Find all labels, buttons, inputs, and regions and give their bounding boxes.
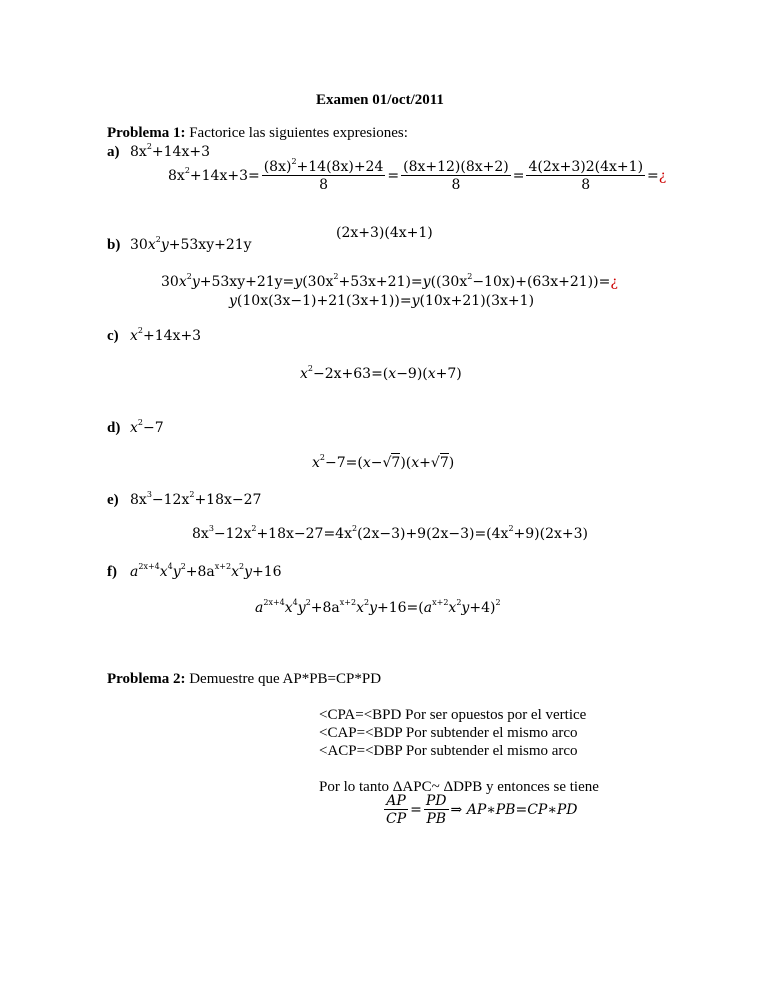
item-b-expression: $30x^2y+53xy+21y$ <box>130 235 252 253</box>
conclusion-text: Por lo tanto ΔAPC~ ΔDPB y entonces se tiene <box>319 779 599 795</box>
item-a-result: (2x+3)(4x+1) <box>336 225 433 241</box>
item-f-line: $a^{2x+4}x^4y^2+8a^{x+2}x^2y+16=(a^{x+2}x^2y+4)^2$ <box>255 598 501 616</box>
item-e: e) <box>107 492 119 508</box>
item-b-line-2: y(10x(3x−1)+21(3x+1))=y(10x+21)(3x+1) <box>229 293 535 309</box>
item-a-expression: $8x^2+14x+3$ <box>130 142 210 160</box>
item-a: a) <box>107 144 120 160</box>
item-a-continuation-mark: ¿ <box>658 168 667 184</box>
reason-3: <ACP=<DBP Por subtender el mismo arco <box>319 743 578 759</box>
fraction-pd-pb: $\frac{PD}{PB}$ <box>425 793 447 827</box>
item-a-fraction-1: $\frac{(8x)^2+14(8x)+24}{8}$ <box>263 157 384 193</box>
item-e-expression: $8x^3-12x^2+18x-27$ <box>130 490 262 508</box>
fraction-ap-cp: $\frac{AP}{CP}$ <box>386 793 407 827</box>
item-f-expression: $a^{2x+4}x^4y^2+8a^{x+2}x^2y+16$ <box>130 562 282 580</box>
problem-2-statement: Demuestre que AP*PB=CP*PD <box>185 671 382 687</box>
item-d-expression: $x^2-7$ <box>130 418 164 436</box>
item-b: b) <box>107 237 121 253</box>
item-a-fraction-2: $\frac{(8x+12)(8x+2)}{8}$ <box>403 159 509 193</box>
reason-1: <CPA=<BPD Por ser opuestos por el vertice <box>319 707 587 723</box>
proportion-equation: $\frac{AP}{CP}$ = $\frac{PD}{PB}$ ⇒ AP∗PB=CP∗PD <box>386 793 578 827</box>
item-c-expression: $x^2+14x+3$ <box>130 326 202 344</box>
product-result: ⇒ AP∗PB=CP∗PD <box>450 802 578 818</box>
problem-1-heading: Problema 1: Factorice las siguientes expresiones: <box>107 125 408 141</box>
problem-2-heading: Problema 2: Demuestre que AP*PB=CP*PD <box>107 671 382 687</box>
item-f: f) <box>107 564 117 580</box>
item-d: d) <box>107 420 121 436</box>
page-title: Examen 01/oct/2011 <box>316 92 444 108</box>
item-c: c) <box>107 328 119 344</box>
reason-2: <CAP=<BDP Por subtender el mismo arco <box>319 725 578 741</box>
item-a-derivation: $8x^2+14x+3=$ $\frac{(8x)^2+14(8x)+24}{8}$ = $\frac{(8x+12)(8x+2)}{8}$ = $\frac{4(2x+3)2(4x+1)}{8}$ =¿ <box>168 157 667 193</box>
item-c-line: $x^2-2x+63=(x-9)(x+7)$ <box>300 364 462 382</box>
item-d-line: $x^2-7=(x-√7)(x+√7)$ <box>312 453 455 471</box>
item-a-fraction-3: $\frac{4(2x+3)2(4x+1)}{8}$ <box>528 159 644 193</box>
problem-1-statement: Factorice las siguientes expresiones: <box>185 125 408 141</box>
item-e-line: $8x^3-12x^2+18x-27=4x^2(2x-3)+9(2x-3)=(4x^2+9)(2x+3)$ <box>192 524 589 542</box>
item-b-line-1: $30x^2y+53xy+21y=y(30x^2+53x+21)=y((30x^2-10x)+(63x+21))=¿$ <box>161 272 618 290</box>
